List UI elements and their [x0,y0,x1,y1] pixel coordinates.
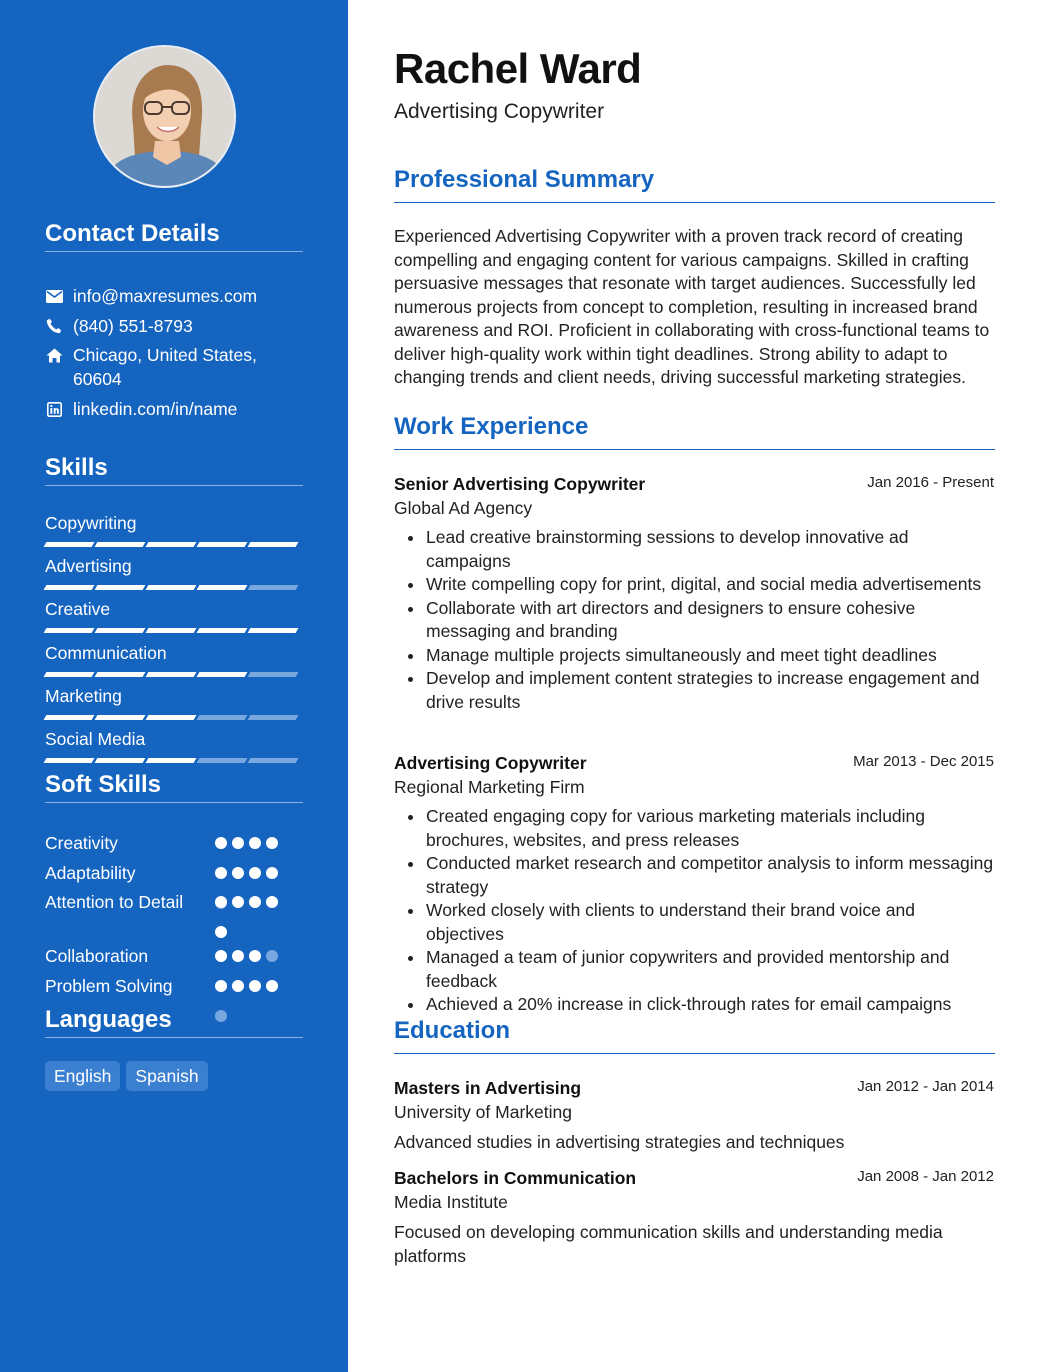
skill-rating-segment [95,628,146,633]
job-bullets [394,526,995,714]
rating-dot [215,926,227,938]
skill-name: Marketing [45,686,122,706]
summary-heading: Professional Summary [394,166,995,203]
skill-rating-segment [248,628,299,633]
skills-heading: Skills [45,454,303,486]
education-dates: Jan 2012 - Jan 2014 [857,1078,994,1095]
contact-phone[interactable] [45,314,303,338]
education-school: Media Institute [394,1192,508,1212]
rating-dot [232,837,244,849]
rating-dot [215,896,227,908]
skill-rating-segment [95,758,146,763]
rating-dot [249,837,261,849]
languages-section [45,1006,303,1086]
rating-dot [266,837,278,849]
skill-rating-bar [45,758,300,763]
soft-skill-rating [215,950,290,980]
rating-dot [232,896,244,908]
rating-dot [266,950,278,962]
contact-phone-text[interactable]: (840) 551-8793 [73,316,193,336]
rating-dot [249,950,261,962]
education-degree: Bachelors in Communication [394,1168,637,1188]
skill-rating-segment [44,542,95,547]
rating-dot [266,867,278,879]
skill-rating-segment [44,758,95,763]
job-bullet: Write compelling copy for print, digital, and social media advertisements [394,573,995,597]
skill-rating-bar [45,672,300,677]
language-tag: English [45,1061,120,1091]
skill-rating-segment [197,585,248,590]
job-dates: Jan 2016 - Present [867,474,994,491]
skill-rating-segment [146,628,197,633]
rating-dot [249,980,261,992]
phone-icon [45,314,63,338]
skill-rating-segment [95,542,146,547]
skill-rating-segment [146,758,197,763]
soft-skill-name: Creativity [45,833,118,853]
skill-rating-segment [248,758,299,763]
rating-dot [266,896,278,908]
skill-name: Creative [45,599,111,619]
skill-rating-segment [197,672,248,677]
soft-skill-rating [215,896,290,956]
contact-linkedin-text[interactable]: linkedin.com/in/name [73,399,238,419]
skill-rating-segment [197,715,248,720]
skill-name: Advertising [45,556,132,576]
skill-rating-segment [44,628,95,633]
contact-heading: Contact Details [45,220,303,252]
candidate-name: Rachel Ward [394,45,642,92]
language-tag: Spanish [126,1061,207,1091]
skill-rating-segment [95,585,146,590]
languages-list [45,1061,214,1091]
summary-text: Experienced Advertising Copywriter with a proven track record of creating compelling and engaging content for various campaigns. Skilled in crafting persuasive messages that resonate with target audiences. Successfully led numerous projects from concept to completion, resulting in increased brand awareness and ROI. Proficient in collaborating with cross-functional teams to deliver high-quality work within tight deadlines. Strong ability to adapt to changing trends and client needs, driving successful marketing strategies. [394,226,990,387]
skill-item [45,555,303,577]
rating-dot [266,980,278,992]
profile-photo-image [95,47,236,188]
skill-item [45,598,303,620]
experience-heading: Work Experience [394,413,995,450]
skill-item [45,642,303,664]
job-bullet: Manage multiple projects simultaneously and meet tight deadlines [394,644,995,668]
job-title: Senior Advertising Copywriter [394,474,646,494]
skill-rating-segment [248,542,299,547]
soft-skill-name: Attention to Detail [45,892,184,912]
soft-skill-name: Problem Solving [45,976,173,996]
skill-rating-segment [248,715,299,720]
skill-item [45,685,303,707]
skill-rating-segment [44,672,95,677]
job-bullet: Collaborate with art directors and designers to ensure cohesive messaging and branding [394,597,995,644]
skills-section [45,454,303,749]
job-bullet: Lead creative brainstorming sessions to develop innovative ad campaigns [394,526,995,573]
contact-location [45,343,303,391]
rating-dot [232,867,244,879]
rating-dot [249,896,261,908]
job-dates: Mar 2013 - Dec 2015 [853,753,994,770]
soft-skills-section [45,771,303,996]
education-description: Advanced studies in advertising strategies and techniques [394,1132,845,1152]
languages-heading: Languages [45,1006,303,1038]
rating-dot [232,980,244,992]
rating-dot [215,837,227,849]
soft-skill-rating [215,837,290,867]
skill-rating-segment [146,542,197,547]
skill-rating-segment [248,672,299,677]
skill-rating-segment [146,672,197,677]
skill-rating-bar [45,542,300,547]
education-dates: Jan 2008 - Jan 2012 [857,1168,994,1185]
education-school: University of Marketing [394,1102,572,1122]
contact-section [45,220,303,419]
job-bullet: Conducted market research and competitor analysis to inform messaging strategy [394,852,995,899]
education-degree: Masters in Advertising [394,1078,582,1098]
job-bullet: Managed a team of junior copywriters and provided mentorship and feedback [394,946,995,993]
skill-item [45,728,303,750]
skill-rating-segment [146,715,197,720]
soft-skill-name: Adaptability [45,863,136,883]
profile-photo [93,45,236,188]
skill-rating-segment [248,585,299,590]
rating-dot [215,980,227,992]
rating-dot [249,867,261,879]
soft-skill-name: Collaboration [45,946,149,966]
candidate-title: Advertising Copywriter [394,100,605,123]
rating-dot [215,867,227,879]
skill-rating-bar [45,628,300,633]
skill-name: Copywriting [45,513,137,533]
job-bullet: Created engaging copy for various marketing materials including brochures, websites, and press releases [394,805,995,852]
skill-rating-segment [95,672,146,677]
skill-rating-segment [95,715,146,720]
job-bullet: Worked closely with clients to understand their brand voice and objectives [394,899,995,946]
contact-linkedin[interactable] [45,397,303,421]
skill-rating-segment [44,715,95,720]
job-title: Advertising Copywriter [394,753,587,773]
job-company: Global Ad Agency [394,498,533,518]
education-heading: Education [394,1017,995,1054]
education-description: Focused on developing communication skills and understanding media platforms [394,1222,943,1266]
envelope-icon [45,284,63,308]
linkedin-icon [45,397,63,421]
home-icon [45,343,63,367]
skill-item [45,512,303,534]
skill-name: Social Media [45,729,146,749]
skill-rating-segment [146,585,197,590]
job-bullet: Achieved a 20% increase in click-through rates for email campaigns [394,993,995,1017]
job-bullets [394,805,995,1017]
rating-dot [215,950,227,962]
skill-rating-segment [197,758,248,763]
skill-name: Communication [45,643,167,663]
sidebar [0,0,348,1372]
soft-skills-heading: Soft Skills [45,771,303,803]
skill-rating-bar [45,715,300,720]
contact-email-text[interactable]: info@maxresumes.com [73,286,258,306]
contact-location-text: Chicago, United States, 60604 [73,345,257,389]
skill-rating-segment [197,628,248,633]
job-company: Regional Marketing Firm [394,777,585,797]
rating-dot [232,950,244,962]
skill-rating-segment [197,542,248,547]
skill-rating-bar [45,585,300,590]
contact-email[interactable] [45,284,303,308]
skill-rating-segment [44,585,95,590]
job-bullet: Develop and implement content strategies to increase engagement and drive results [394,667,995,714]
